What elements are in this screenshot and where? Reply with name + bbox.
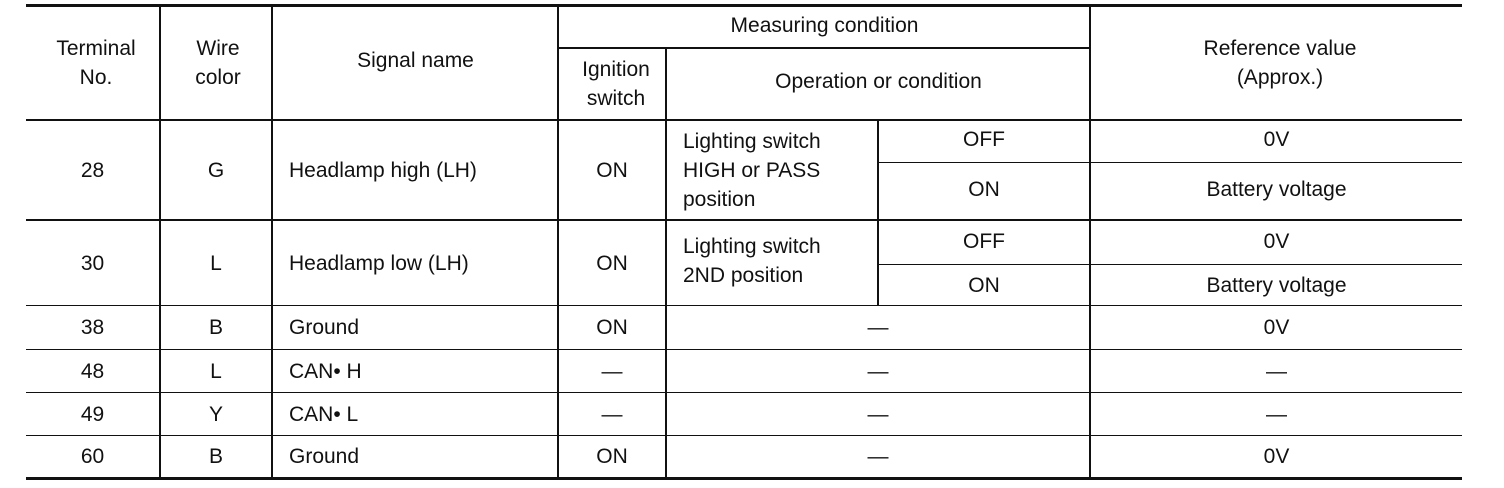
- row30-wire: L: [210, 251, 222, 275]
- row38-ignition: ON: [596, 316, 628, 339]
- row38-reference: 0V: [1263, 316, 1290, 339]
- row49-operation: —: [867, 402, 889, 426]
- row48-terminal: 48: [80, 359, 105, 383]
- row49-terminal: 49: [80, 402, 105, 426]
- row38-wire: B: [208, 316, 223, 339]
- row48-signal: CAN• H: [289, 359, 362, 383]
- row28-terminal: 28: [80, 158, 105, 182]
- row38-signal: Ground: [289, 316, 360, 339]
- header-wire-color: Wire color: [195, 36, 241, 89]
- row30-cond-on: ON: [968, 273, 1000, 297]
- row30-operation: Lighting switch 2ND position: [683, 235, 821, 287]
- row28-ref-off: 0V: [1263, 127, 1290, 151]
- row38-operation: —: [867, 316, 889, 339]
- row60-signal: Ground: [289, 445, 360, 468]
- row48-reference: —: [1266, 359, 1287, 383]
- row30-ignition: ON: [596, 251, 628, 275]
- row48-operation: —: [867, 359, 889, 383]
- row49-ignition: —: [601, 402, 623, 426]
- row28-cond-off: OFF: [963, 127, 1005, 151]
- header-ignition-switch: Ignition switch: [582, 58, 650, 110]
- row28-signal: Headlamp high (LH): [289, 158, 477, 182]
- row30-terminal: 30: [80, 251, 105, 275]
- row28-operation: Lighting switch HIGH or PASS position: [683, 129, 821, 211]
- row28-wire: G: [207, 158, 225, 182]
- row49-signal: CAN• L: [289, 402, 359, 426]
- row38-terminal: 38: [80, 316, 105, 339]
- row30-ref-off: 0V: [1263, 229, 1290, 253]
- row48-ignition: —: [601, 359, 623, 383]
- row30-cond-off: OFF: [963, 229, 1005, 253]
- row28-ignition: ON: [596, 158, 628, 182]
- row30-signal: Headlamp low (LH): [289, 251, 469, 275]
- header-reference-value: Reference value (Approx.): [1203, 36, 1357, 89]
- row60-reference: 0V: [1263, 445, 1290, 468]
- row48-wire: L: [210, 359, 222, 383]
- header-measuring-condition: Measuring condition: [730, 13, 919, 37]
- row60-ignition: ON: [596, 445, 628, 468]
- table-bottom-border: [26, 477, 1462, 480]
- row28-cond-on: ON: [968, 178, 1000, 201]
- header-operation-or-condition: Operation or condition: [775, 70, 982, 93]
- row30-ref-on: Battery voltage: [1206, 273, 1347, 297]
- row49-wire: Y: [208, 402, 223, 426]
- row60-operation: —: [867, 445, 889, 468]
- row28-ref-on: Battery voltage: [1206, 178, 1347, 201]
- row60-wire: B: [208, 445, 223, 468]
- row49-reference: —: [1266, 402, 1287, 426]
- row60-terminal: 60: [80, 445, 105, 468]
- header-terminal-no: Terminal No.: [56, 36, 136, 89]
- header-signal-name: Signal name: [357, 48, 474, 72]
